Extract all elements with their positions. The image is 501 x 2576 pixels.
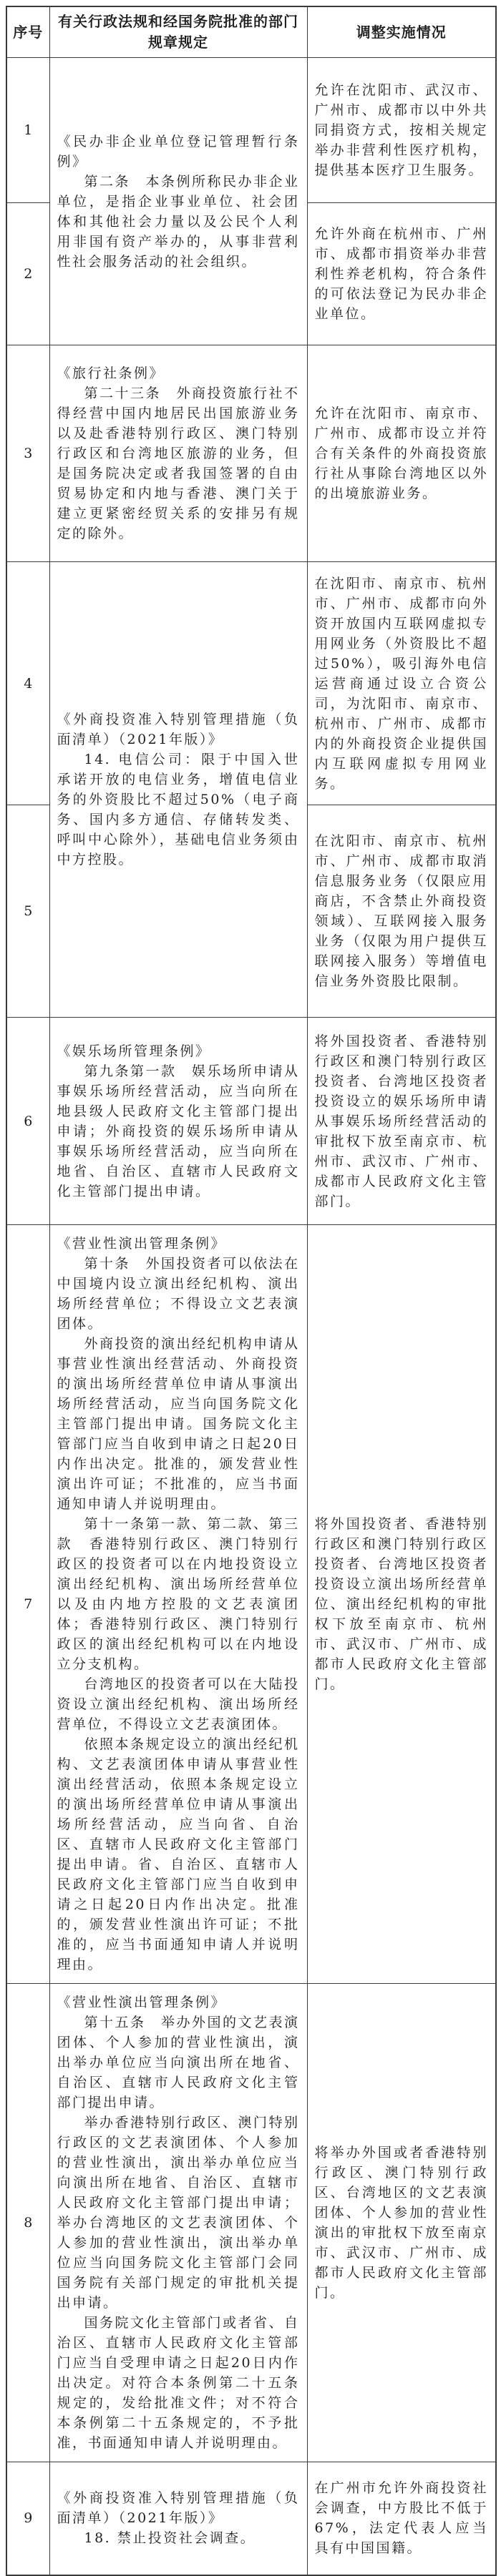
implementation-cell [307,345,496,562]
regulation-title: 《外商投资准入特别管理措施（负面清单）（2021年版）》 [57,712,300,747]
table-row [6,1018,496,1225]
adjustments-table [6,6,497,2576]
serial-number-cell: 2 [6,203,49,345]
implementation-text: 允许在沈阳市、武汉市、广州市、成都市以中外共同捐资方式，按相关规定举办非营利性医疗机构，提供基本医疗卫生服务。 [314,82,488,178]
regulation-paragraph: 14. 电信公司：限于中国入世承诺开放的电信业务，增值电信业务的外资股比不超过50%（电子商务、国内多方通信、存储转发类、呼叫中心除外），基础电信业务须由中方控股。 [57,752,300,867]
implementation-text: 允许在沈阳市、南京市、广州市、成都市设立并符合有关条件的外商投资旅行社从事除台湾地区以外的出境旅游业务。 [314,405,488,501]
regulation-title: 《民办非企业单位登记管理暂行条例》 [57,133,300,169]
header-regulations: 有关行政法规和经国务院批准的部门规章规定 [49,6,307,58]
implementation-text: 将外国投资者、香港特别行政区和澳门特别行政区投资者、台湾地区投资者投资设立的娱乐场所申请从事娱乐场所经营活动的审批权下放至南京市、杭州市、武汉市、广州市、成都市人民政府文化主管部门。 [314,1033,488,1209]
regulation-title: 《外商投资准入特别管理措施（负面清单）（2021年版）》 [57,2490,300,2527]
regulation-paragraph: 第十五条 举办外国的文艺表演团体、个人参加的营业性演出，演出举办单位应当向演出所在地省、自治区、直辖市人民政府文化主管部门提出申请。 [57,2015,300,2110]
table-row [6,1984,496,2462]
regulation-title: 《营业性演出管理条例》 [57,1236,227,1252]
implementation-cell [307,1018,496,1225]
regulation-paragraph: 台湾地区的投资者可以在大陆投资设立演出经纪机构、演出场所经营单位，不得设立文艺表演团体。 [57,1676,300,1732]
implementation-cell [307,203,496,345]
serial-number-cell: 7 [6,1225,49,1984]
implementation-text: 将外国投资者、香港特别行政区和澳门特别行政区投资者、台湾地区投资者投资设立演出场所经营单位、演出经纪机构的审批权下放至南京市、杭州市、武汉市、广州市、成都市人民政府文化主管部门。 [314,1516,488,1692]
implementation-text: 允许外商在杭州市、广州市、成都市捐资举办非营利性养老机构，符合条件的可依法登记为民办非企业单位。 [314,226,488,322]
regulation-paragraph: 第九条第一款 娱乐场所申请从事娱乐场所经营活动，应当向所在地县级人民政府文化主管部门提出申请；外商投资的娱乐场所申请从事娱乐场所经营活动，应当向所在地省、自治区、直辖市人民政府文化主管部门提出申请。 [57,1063,300,1199]
header-row [6,6,496,58]
implementation-cell [307,58,496,203]
table-row [6,562,496,805]
regulation-paragraph: 18. 禁止投资社会调查。 [84,2530,256,2547]
regulation-paragraph: 第二条 本条例所称民办非企业单位，是指企业事业单位、社会团体和其他社会力量以及公民个人利用非国有资产举办的，从事非营利性社会服务活动的社会组织。 [57,173,300,270]
implementation-text: 在广州市允许外商投资社会调查，中方股比不低于67%，法定代表人应当具有中国国籍。 [314,2480,488,2557]
header-serial-number: 序号 [6,6,49,58]
regulation-paragraph: 国务院文化主管部门或者省、自治区、直辖市人民政府文化主管部门应当自受理申请之日起20日内作出决定。对符合本条例第二十五条规定的，发给批准文件；对不符合本条例第二十五条规定的，不予批准，书面通知申请人并说明理由。 [57,2315,300,2451]
regulation-paragraph: 依照本条规定设立的演出经纪机构、文艺表演团体申请从事营业性演出经营活动，依照本条规定设立的演出场所经营单位申请从事演出场所经营活动，应当向省、自治区、直辖市人民政府文化主管部门提出申请。省、自治区、直辖市人民政府文化主管部门应当自收到申请之日起20日内作出决定。批准的，颁发营业性演出许可证；不批准的，应当书面通知申请人并说明理由。 [57,1736,300,1972]
regulation-title: 《旅行社条例》 [57,365,165,381]
regulation-paragraph: 第十条 外国投资者可以依法在中国境内设立演出经纪机构、演出场所经营单位；不得设立文艺表演团体。 [57,1256,300,1332]
table-row [6,345,496,562]
regulation-title: 《娱乐场所管理条例》 [57,1043,211,1059]
regulation-title: 《营业性演出管理条例》 [57,1995,227,2010]
regulation-cell [49,58,307,345]
regulation-cell [49,2462,307,2575]
table-row [6,58,496,203]
implementation-cell [307,1225,496,1984]
regulation-paragraph: 第二十三条 外商投资旅行社不得经营中国内地居民出国旅游业务以及赴香港特别行政区、澳门特别行政区和台湾地区旅游的业务，但是国务院决定或者我国签署的自由贸易协定和内地与香港、澳门关于建立更紧密经贸关系的安排另有规定的除外。 [57,385,300,541]
implementation-cell [307,805,496,1018]
serial-number-cell: 3 [6,345,49,562]
implementation-cell [307,562,496,805]
header-implementation: 调整实施情况 [307,6,496,58]
table-row [6,1225,496,1984]
regulation-paragraph: 第十一条第一款、第二款、第三款 香港特别行政区、澳门特别行政区的投资者可以在内地投资设立演出经纪机构、演出场所经营单位以及由内地方控股的文艺表演团体；香港特别行政区、澳门特别行政区的演出经纪机构可以在内地设立分支机构。 [57,1516,300,1672]
serial-number-cell: 6 [6,1018,49,1225]
regulation-cell [49,1225,307,1984]
implementation-text: 在沈阳市、南京市、杭州市、广州市、成都市向外资开放国内互联网虚拟专用网业务（外资股比不超过50%），吸引海外电信运营商通过设立合资公司，为沈阳市、南京市、杭州市、广州市、成都市内的外商投资企业提供国内互联网虚拟专用网业务。 [314,575,488,792]
regulation-paragraph: 外商投资的演出经纪机构申请从事营业性演出经营活动、外商投资的演出场所经营单位申请从事演出场所经营活动，应当向国务院文化主管部门提出申请。国务院文化主管部门应当自收到申请之日起20日内作出决定。批准的，颁发营业性演出许可证；不批准的，应当书面通知申请人并说明理由。 [57,1336,300,1512]
serial-number-cell: 8 [6,1984,49,2462]
implementation-text: 将举办外国或者香港特别行政区、澳门特别行政区、台湾地区的文艺表演团体、个人参加的营业性演出的审批权下放至南京市、武汉市、广州市、成都市人民政府文化主管部门。 [314,2145,488,2301]
serial-number-cell: 9 [6,2462,49,2575]
regulation-cell [49,1018,307,1225]
table-row [6,2462,496,2575]
serial-number-cell: 4 [6,562,49,805]
regulation-paragraph: 举办香港特别行政区、澳门特别行政区的文艺表演团体、个人参加的营业性演出，演出举办单位应当向演出所在地省、自治区、直辖市人民政府文化主管部门提出申请；举办台湾地区的文艺表演团体、个人参加的营业性演出，演出举办单位应当向国务院文化主管部门会同国务院有关部门规定的审批机关提出申请。 [57,2115,300,2311]
serial-number-cell: 1 [6,58,49,203]
implementation-cell [307,2462,496,2575]
implementation-text: 在沈阳市、南京市、杭州市、广州市、成都市取消信息服务业务（仅限应用商店，不含禁止外商投资领域）、互联网接入服务业务（仅限为用户提供互联网接入服务）等增值电信业务外资股比限制。 [314,833,488,989]
regulation-cell [49,562,307,1018]
regulation-cell [49,345,307,562]
serial-number-cell: 5 [6,805,49,1018]
regulation-cell [49,1984,307,2462]
implementation-cell [307,1984,496,2462]
